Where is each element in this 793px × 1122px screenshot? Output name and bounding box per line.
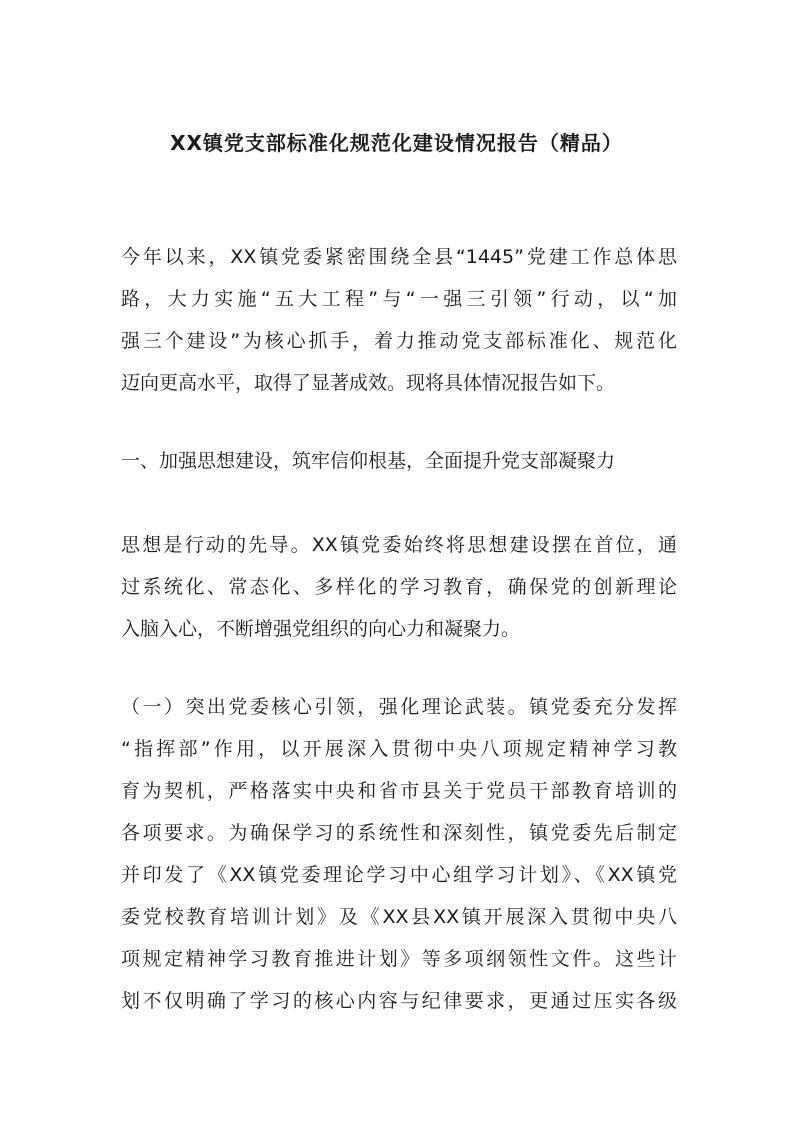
paragraph-line: 项规定精神学习教育推进计划》等多项纲领性文件。这些计 [121,948,677,970]
paragraph-line: 划不仅明确了学习的核心内容与纪律要求，更通过压实各级 [121,990,677,1012]
thought-paragraph [121,524,677,650]
paragraph-line: “指挥部”作用，以开展深入贯彻中央八项规定精神学习教 [121,738,677,760]
heading-text: 一、加强思想建设，筑牢信仰根基，全面提升党支部凝聚力 [121,450,616,472]
paragraph-line: 各项要求。为确保学习的系统性和深刻性，镇党委先后制定 [121,822,677,844]
paragraph-line: 委党校教育培训计划》及《XX县XX镇开展深入贯彻中央八 [121,906,677,928]
section-1-paragraph [121,686,677,1022]
paragraph-line: 思想是行动的先导。XX镇党委始终将思想建设摆在首位，通 [121,534,677,556]
paragraph-line: 路，大力实施“五大工程”与“一强三引领”行动，以“加 [121,288,677,310]
paragraph-line: 过系统化、常态化、多样化的学习教育，确保党的创新理论 [121,576,677,598]
intro-paragraph [121,236,677,404]
document-title: XX镇党支部标准化规范化建设情况报告（精品） [170,131,623,155]
paragraph-line: 迈向更高水平，取得了显著成效。现将具体情况报告如下。 [121,372,616,394]
paragraph-line: 强三个建设”为核心抓手，着力推动党支部标准化、规范化 [121,330,677,352]
paragraph-line: 并印发了《XX镇党委理论学习中心组学习计划》、《XX镇党 [121,864,677,886]
paragraph-line: （一）突出党委核心引领，强化理论武装。镇党委充分发挥 [121,696,677,718]
paragraph-line: 入脑入心，不断增强党组织的向心力和凝聚力。 [121,618,521,640]
paragraph-line: 今年以来，XX镇党委紧密围绕全县“1445”党建工作总体思 [121,246,677,268]
paragraph-line: 育为契机，严格落实中央和省市县关于党员干部教育培训的 [121,780,677,802]
section-heading-1 [121,440,677,482]
